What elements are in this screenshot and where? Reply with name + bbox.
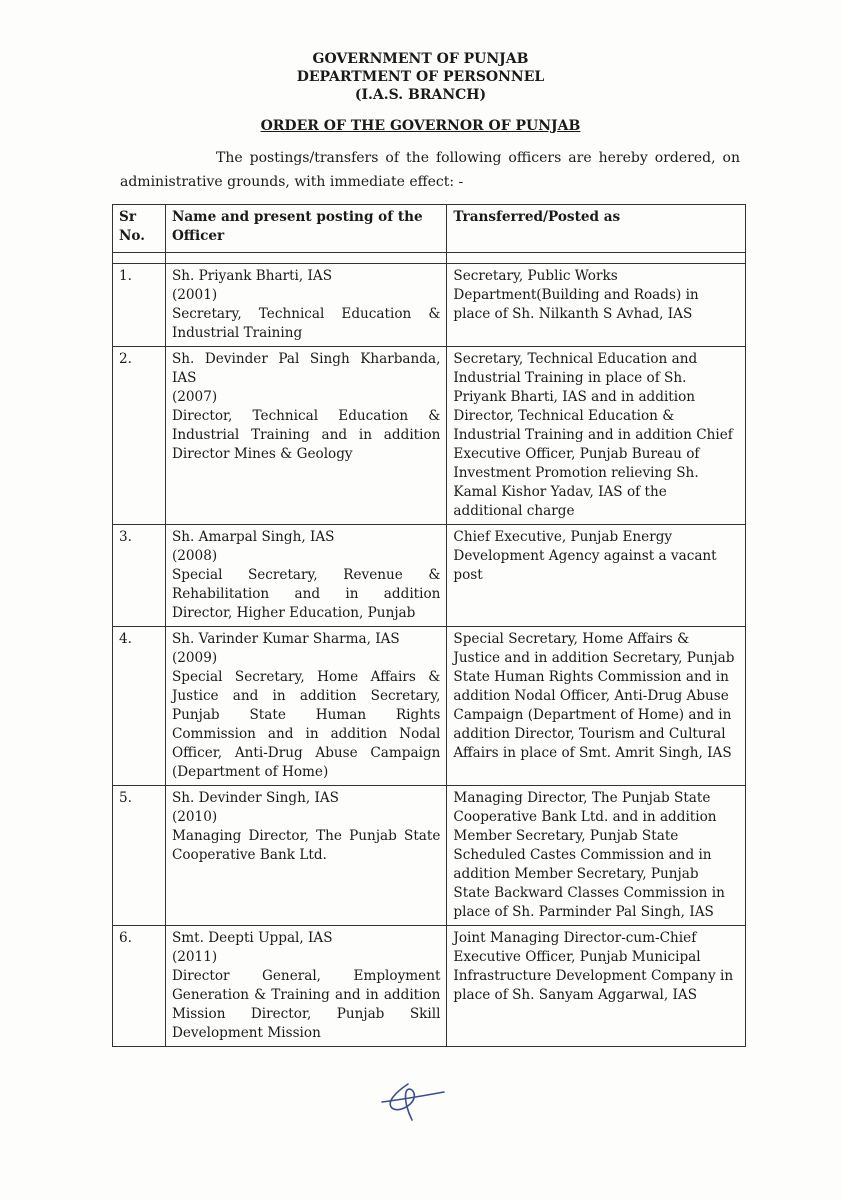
letterhead-department: DEPARTMENT OF PERSONNEL — [296, 69, 545, 85]
table-row — [113, 264, 746, 347]
row-officer — [165, 347, 446, 525]
header-transferred-posted: Transferred/Posted as — [447, 205, 746, 253]
officer-name: Sh. Priyank Bharti, IAS — [171, 268, 333, 284]
table-row — [113, 926, 746, 1047]
row-officer — [165, 627, 446, 786]
officer-name: Sh. Varinder Kumar Sharma, IAS — [171, 631, 400, 647]
table-row — [113, 347, 746, 525]
table-row — [113, 786, 746, 926]
row-sr: 5. — [113, 786, 166, 926]
officer-batch-year: (2011) — [171, 949, 218, 965]
order-title: ORDER OF THE GOVERNOR OF PUNJAB — [260, 118, 581, 134]
header-name-posting: Name and present posting of the Officer — [165, 205, 446, 253]
officer-present-posting: Managing Director, The Punjab State Cooperative Bank Ltd. — [171, 828, 441, 863]
row-officer — [165, 264, 446, 347]
intro-paragraph: The postings/transfers of the following officers are hereby ordered, on administrative grounds, with immediate effect: - — [120, 150, 740, 190]
officer-batch-year: (2007) — [171, 389, 218, 405]
row-sr: 6. — [113, 926, 166, 1047]
table-header-row — [113, 205, 746, 253]
officer-name: Smt. Deepti Uppal, IAS — [171, 930, 333, 946]
officer-batch-year: (2001) — [171, 287, 218, 303]
row-posted-as: Chief Executive, Punjab Energy Development Agency against a vacant post — [447, 525, 746, 627]
officer-batch-year: (2008) — [171, 548, 218, 564]
officer-name: Sh. Amarpal Singh, IAS — [171, 529, 335, 545]
row-posted-as: Secretary, Public Works Department(Building and Roads) in place of Sh. Nilkanth S Avhad, IAS — [447, 264, 746, 347]
row-posted-as: Special Secretary, Home Affairs & Justice and in addition Secretary, Punjab State Human Rights Commission and in addition Nodal Officer, Anti-Drug Abuse Campaign (Department of Home) and in addition Director, Tourism and Cultural Affairs in place of Smt. Amrit Singh, IAS — [447, 627, 746, 786]
officer-name: Sh. Devinder Singh, IAS — [171, 790, 339, 806]
row-officer — [165, 525, 446, 627]
header-sr-no: Sr No. — [113, 205, 166, 253]
letterhead-government: GOVERNMENT OF PUNJAB — [312, 51, 529, 67]
row-posted-as: Joint Managing Director-cum-Chief Executive Officer, Punjab Municipal Infrastructure Development Company in place of Sh. Sanyam Aggarwal, IAS — [447, 926, 746, 1047]
row-officer — [165, 786, 446, 926]
letterhead-branch: (I.A.S. BRANCH) — [354, 87, 487, 103]
officer-present-posting: Special Secretary, Revenue & Rehabilitation and in addition Director, Higher Education, Punjab — [171, 567, 441, 621]
officer-present-posting: Secretary, Technical Education & Industrial Training — [171, 306, 441, 341]
row-officer — [165, 926, 446, 1047]
signature-mark — [378, 1078, 448, 1124]
postings-table — [112, 204, 746, 1047]
officer-present-posting: Special Secretary, Home Affairs & Justice and in addition Secretary, Punjab State Human Rights Commission and in addition Nodal Officer, Anti-Drug Abuse Campaign (Department of Home) — [171, 669, 441, 780]
row-posted-as: Managing Director, The Punjab State Cooperative Bank Ltd. and in addition Member Secretary, Punjab State Scheduled Castes Commission and in addition Member Secretary, Punjab State Backward Classes Commission in place of Sh. Parminder Pal Singh, IAS — [447, 786, 746, 926]
row-sr: 4. — [113, 627, 166, 786]
letterhead — [0, 50, 841, 104]
row-posted-as: Secretary, Technical Education and Industrial Training in place of Sh. Priyank Bharti, IAS and in addition Director, Technical Education & Industrial Training and in addition Chief Executive Officer, Punjab Bureau of Investment Promotion relieving Sh. Kamal Kishor Yadav, IAS of the additional charge — [447, 347, 746, 525]
officer-name: Sh. Devinder Pal Singh Kharbanda, IAS — [171, 351, 441, 386]
row-sr: 2. — [113, 347, 166, 525]
table-row — [113, 627, 746, 786]
header-gap — [113, 253, 746, 264]
officer-present-posting: Director, Technical Education & Industrial Training and in addition Director Mines & Geology — [171, 408, 441, 462]
row-sr: 1. — [113, 264, 166, 347]
row-sr: 3. — [113, 525, 166, 627]
officer-batch-year: (2010) — [171, 809, 218, 825]
officer-present-posting: Director General, Employment Generation & Training and in addition Mission Director, Punjab Skill Development Mission — [171, 968, 441, 1041]
table-row — [113, 525, 746, 627]
officer-batch-year: (2009) — [171, 650, 218, 666]
